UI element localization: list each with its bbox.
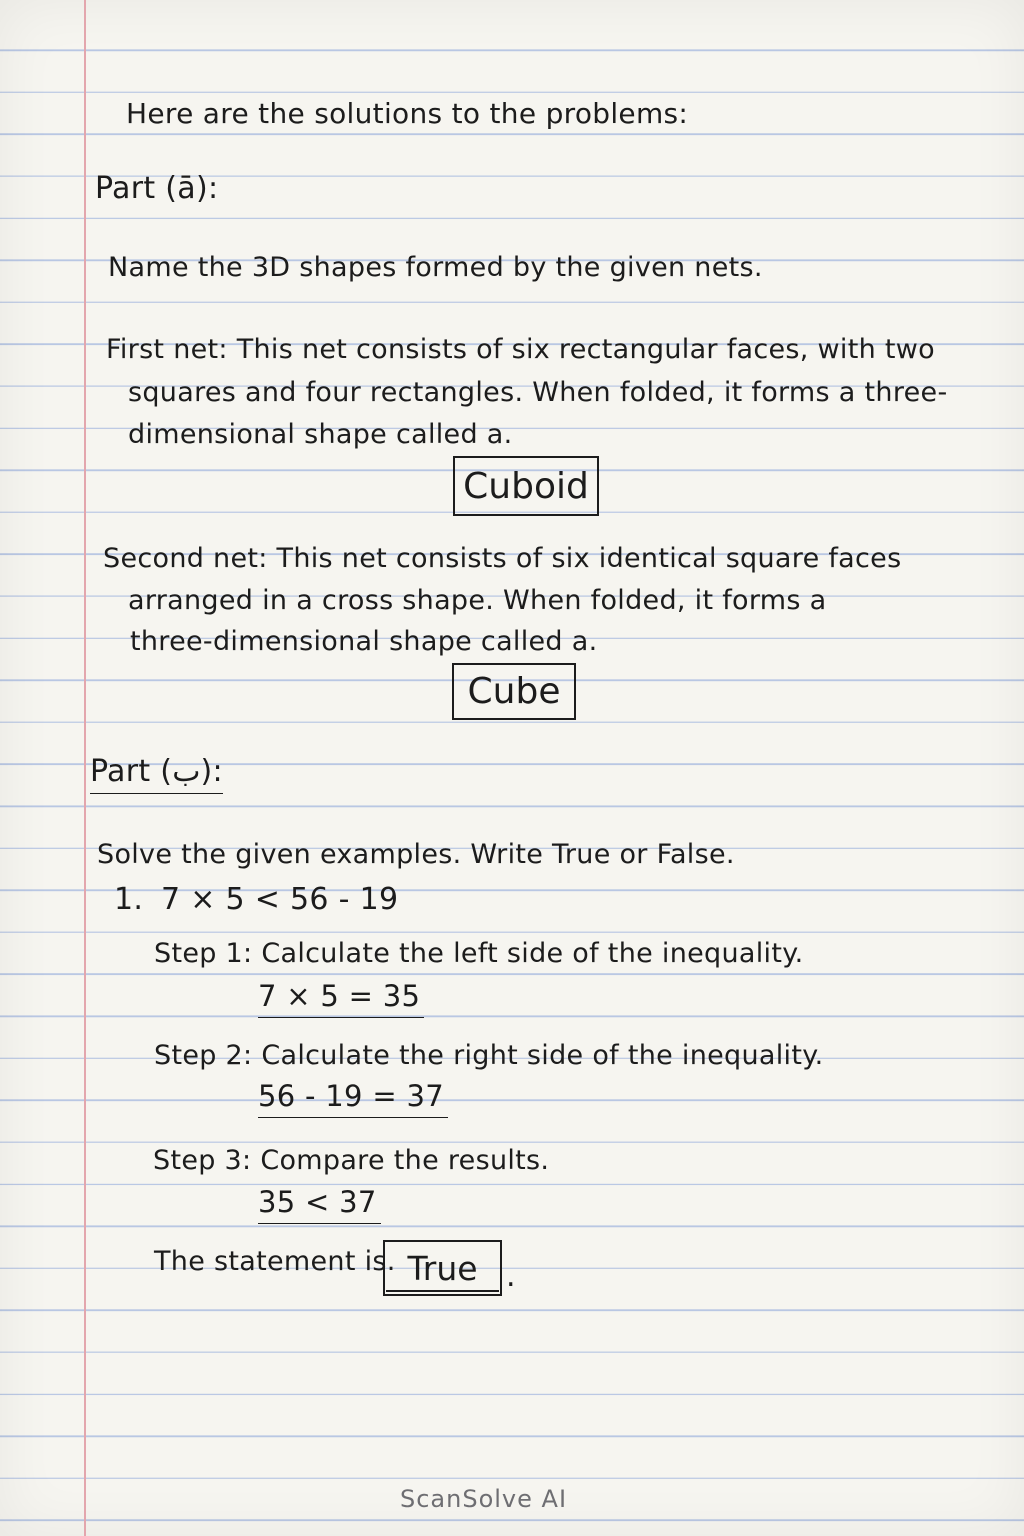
true-answer-box xyxy=(383,1240,502,1296)
cuboid-answer: Cuboid xyxy=(463,465,589,507)
part-a-heading: Part (ā): xyxy=(95,171,219,206)
margin-line xyxy=(84,0,86,1536)
step-3-work: 35 < 37 xyxy=(258,1188,381,1224)
first-net-line-1: First net: This net consists of six rectangular faces, with two xyxy=(106,334,936,365)
problem-expression: 7 × 5 < 56 - 19 xyxy=(161,882,399,917)
first-net-line-3: dimensional shape called a. xyxy=(128,419,513,450)
answer-double-underline xyxy=(386,1290,499,1292)
cube-answer-box xyxy=(452,663,576,720)
part-b-instruction: Solve the given examples. Write True or False. xyxy=(97,839,735,870)
part-a-instruction: Name the 3D shapes formed by the given nets. xyxy=(108,252,763,283)
step-1-label: Step 1: Calculate the left side of the inequality. xyxy=(154,938,804,969)
part-b-heading: Part (ب): xyxy=(90,757,223,794)
step-1-work: 7 × 5 = 35 xyxy=(258,982,424,1018)
step-3-label: Step 3: Compare the results. xyxy=(153,1145,550,1176)
final-period: . xyxy=(506,1259,516,1294)
cube-answer: Cube xyxy=(467,671,561,712)
intro-text: Here are the solutions to the problems: xyxy=(126,97,689,130)
true-answer: True xyxy=(407,1248,478,1288)
step-2-label: Step 2: Calculate the right side of the inequality. xyxy=(154,1040,824,1071)
problem-number: 1. xyxy=(114,882,144,917)
conclusion-text: The statement is. xyxy=(154,1246,396,1277)
second-net-line-1: Second net: This net consists of six identical square faces xyxy=(103,543,902,574)
footer-watermark: ScanSolve AI xyxy=(400,1485,568,1513)
step-2-work: 56 - 19 = 37 xyxy=(258,1082,448,1118)
first-net-line-2: squares and four rectangles. When folded, it forms a three- xyxy=(128,377,948,408)
second-net-line-3: three-dimensional shape called a. xyxy=(130,626,598,657)
second-net-line-2: arranged in a cross shape. When folded, it forms a xyxy=(128,585,827,616)
cuboid-answer-box xyxy=(453,456,599,516)
